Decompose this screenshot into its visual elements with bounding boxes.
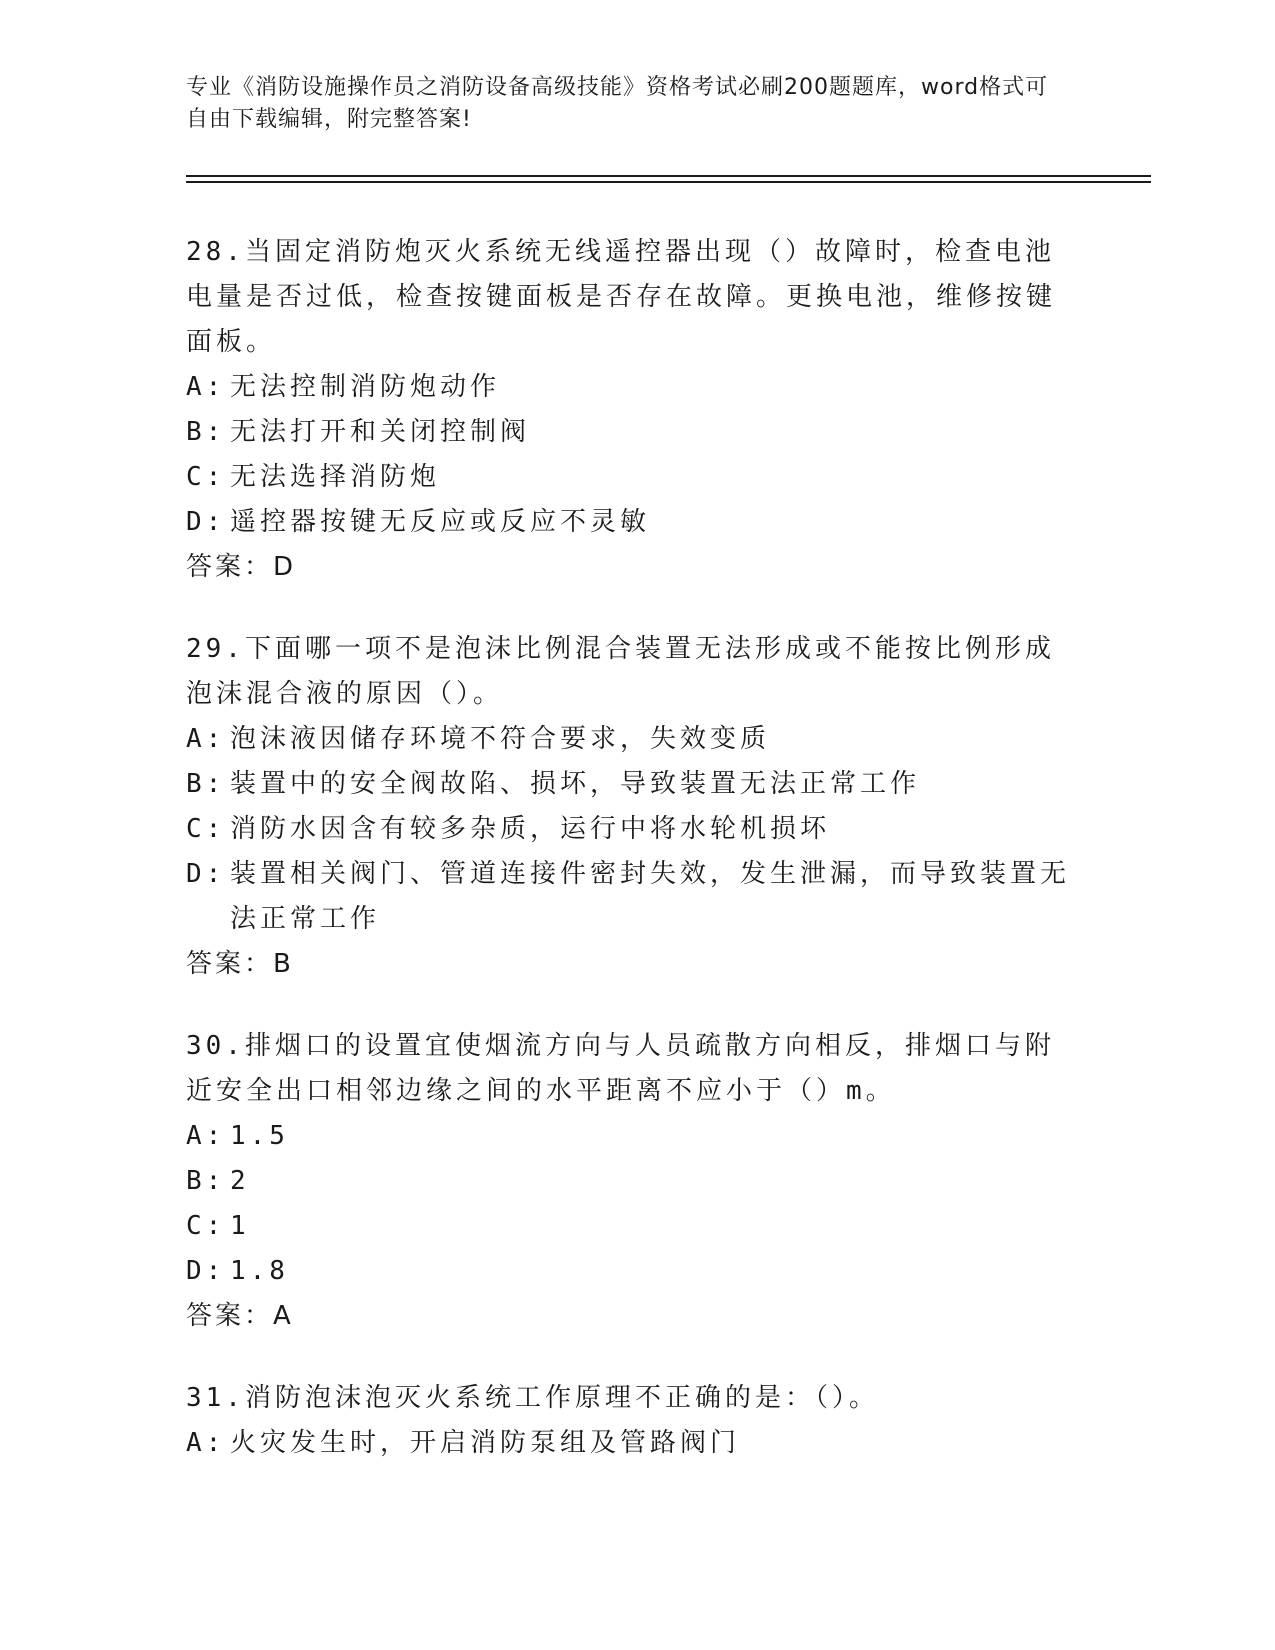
option-key: A: [186,724,226,754]
option-c [186,1204,1076,1249]
option-text: 1 [230,1211,250,1241]
question-stem: 28.当固定消防炮灭火系统无线遥控器出现（）故障时，检查电池电量是否过低，检查按键面板是否存在故障。更换电池，维修按键面板。 [186,237,1057,357]
option-key: B: [186,417,226,447]
option-d [186,852,1076,942]
option-a [186,1421,1076,1466]
option-key: A: [186,372,226,402]
option-key: B: [186,1166,226,1196]
option-b [186,410,1076,455]
option-text: 消防水因含有较多杂质，运行中将水轮机损坏 [230,814,831,844]
option-text: 装置中的安全阀故陷、损坏，导致装置无法正常工作 [230,769,921,799]
question-28 [186,230,1076,590]
question-list [186,230,1076,1503]
question-30 [186,1024,1076,1339]
option-text: 无法打开和关闭控制阀 [230,417,531,447]
answer-label: 答案：D [186,552,297,582]
option-key: D: [186,507,226,537]
option-text: 泡沫液因储存环境不符合要求，失效变质 [230,724,771,754]
option-d [186,1249,1076,1294]
document-header: 专业《消防设施操作员之消防设备高级技能》资格考试必刷200题题库，word格式可自由下载编辑，附完整答案! [186,75,1049,132]
option-key: A: [186,1121,226,1151]
option-text: 无法选择消防炮 [230,462,441,492]
question-stem: 29.下面哪一项不是泡沫比例混合装置无法形成或不能按比例形成泡沫混合液的原因（）。 [186,634,1055,709]
option-a [186,1114,1076,1159]
header-divider-top [186,175,1151,177]
option-text: 1.8 [230,1256,289,1286]
option-text: 无法控制消防炮动作 [230,372,501,402]
option-key: A: [186,1428,226,1458]
option-text: 火灾发生时，开启消防泵组及管路阀门 [230,1428,741,1458]
option-text: 1.5 [230,1121,289,1151]
option-text: 2 [230,1166,250,1196]
option-key: C: [186,814,226,844]
option-key: D: [186,859,226,889]
option-a [186,365,1076,410]
answer-label: 答案：A [186,1301,294,1331]
option-text: 遥控器按键无反应或反应不灵敏 [230,507,651,537]
question-29 [186,627,1076,987]
option-b [186,1159,1076,1204]
question-31 [186,1376,1076,1466]
option-key: D: [186,1256,226,1286]
option-b [186,762,1076,807]
question-stem: 30.排烟口的设置宜使烟流方向与人员疏散方向相反，排烟口与附近安全出口相邻边缘之间的水平距离不应小于（）m。 [186,1031,1055,1106]
option-key: C: [186,1211,226,1241]
option-c [186,455,1076,500]
option-a [186,717,1076,762]
header-divider-bottom [186,181,1151,183]
option-d [186,500,1076,545]
option-text: 装置相关阀门、管道连接件密封失效，发生泄漏，而导致装置无法正常工作 [230,859,1071,934]
answer-label: 答案：B [186,949,294,979]
option-key: B: [186,769,226,799]
question-stem: 31.消防泡沫泡灭火系统工作原理不正确的是：（）。 [186,1383,879,1413]
option-key: C: [186,462,226,492]
option-c [186,807,1076,852]
